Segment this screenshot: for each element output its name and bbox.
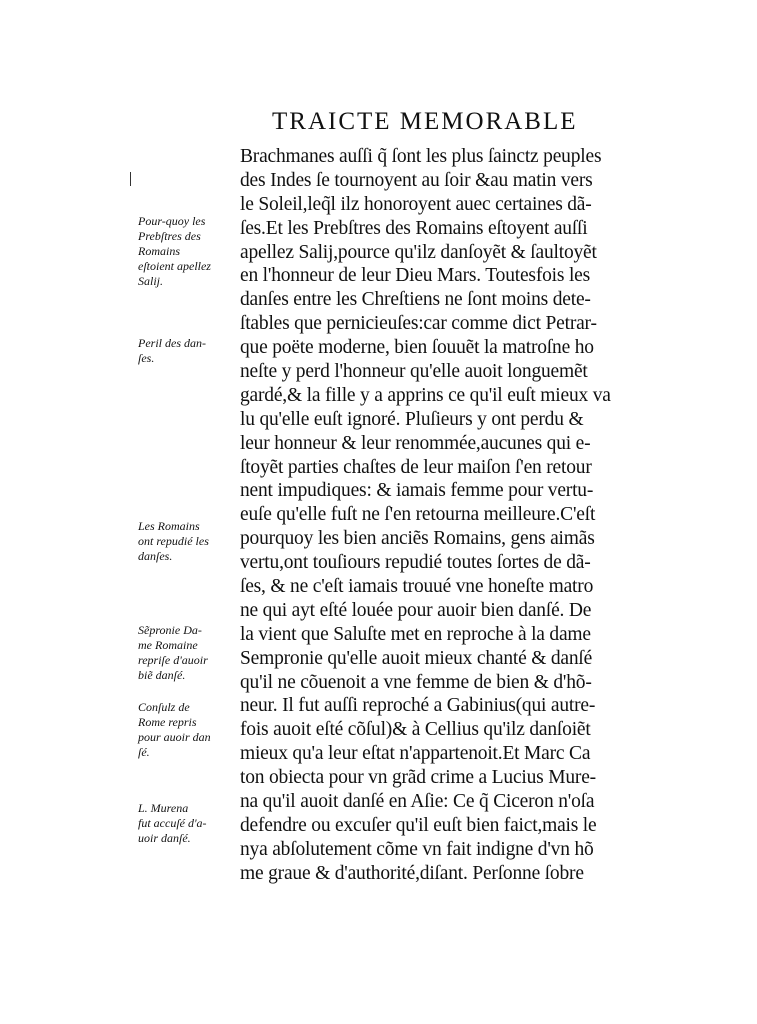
- text-line: ſes.Et les Prebſtres des Romains eſtoyent auſſi: [240, 217, 588, 239]
- margin-note-line: uoir danſé.: [138, 831, 191, 845]
- text-line: neur. Il fut auſſi reproché a Gabinius(qui autre-: [240, 695, 596, 717]
- margin-note-line: Salij.: [138, 274, 164, 288]
- text-line: qu'il ne cõuenoit a vne femme de bien & d'hõ-: [240, 671, 592, 693]
- text-line: mieux qu'a leur eſtat n'appartenoit.Et Marc Ca: [240, 743, 591, 765]
- margin-note-line: biẽ danſé.: [138, 668, 186, 682]
- margin-note-salii: [138, 214, 238, 289]
- text-line: leur honneur & leur renommée,aucunes qui e-: [240, 432, 591, 454]
- text-line: ſes, & ne c'eſt iamais trouué vne honeſte matro: [240, 576, 594, 598]
- text-line: fois auoit eſté cõſul)& à Cellius qu'ilz danſoiẽt: [240, 719, 591, 741]
- text-line: me graue & d'authorité,diſant. Perſonne ſobre: [240, 862, 584, 884]
- margin-note-line: fut accuſé d'a-: [138, 816, 207, 830]
- text-line: en l'honneur de leur Dieu Mars. Toutesfois les: [240, 265, 591, 287]
- text-line: ſtoyẽt parties chaſtes de leur maiſon ſ'en retour: [240, 456, 592, 478]
- margin-note-line: Rome repris: [138, 715, 197, 729]
- text-line: ton obiecta pour vn grãd crime a Lucius Mure-: [240, 767, 596, 789]
- margin-note-line: Prebſtres des: [138, 229, 201, 243]
- text-line: danſes entre les Chreſtiens ne ſont moins dete-: [240, 289, 591, 311]
- text-line: Brachmanes auſſi q̃ ſont les plus ſainctz peuples: [240, 146, 602, 167]
- text-line: Sempronie qu'elle auoit mieux chanté & danſé: [240, 647, 593, 669]
- margin-note-line: L. Murena: [138, 801, 189, 815]
- running-title: TRAICTE MEMORABLE: [272, 108, 578, 135]
- text-line: euſe qu'elle fuſt ne ſ'en retourna meilleure.C'eſt: [240, 504, 596, 526]
- margin-note-line: eſtoient apellez: [138, 259, 211, 273]
- text-line: nent impudiques: & iamais femme pour vertu-: [240, 480, 594, 502]
- margin-note-line: Pour-quoy les: [138, 214, 206, 228]
- margin-note-line: Sẽpronie Da-: [138, 623, 202, 637]
- margin-note-line: Les Romains: [138, 519, 200, 533]
- margin-note-line: Romains: [138, 244, 180, 258]
- text-line: nya abſolutement cõme vn fait indigne d'vn hõ: [240, 838, 594, 860]
- margin-note-line: ſes.: [138, 351, 155, 365]
- margin-note-murena: [138, 801, 238, 846]
- text-line: lu qu'elle euſt ignoré. Pluſieurs y ont perdu &: [240, 408, 584, 430]
- text-line: vertu,ont touſiours repudié toutes ſortes de dã-: [240, 552, 591, 574]
- margin-note-sempronie: [138, 623, 238, 683]
- text-line: la vient que Saluſte met en reproche à la dame: [240, 623, 591, 645]
- text-line: des Indes ſe tournoyent au ſoir &au matin vers: [240, 169, 593, 191]
- margin-note-line: danſes.: [138, 549, 173, 563]
- margin-note-peril: [138, 336, 238, 366]
- text-line: apellez Salij,pource qu'ilz danſoyẽt & ſaultoyẽt: [240, 241, 597, 263]
- text-line: ne qui ayt eſté louée pour auoir bien danſé. De: [240, 599, 592, 621]
- margin-note-romains: [138, 519, 238, 564]
- body-text: [240, 145, 640, 886]
- margin-note-line: ont repudié les: [138, 534, 209, 548]
- margin-note-line: pour auoir dan: [138, 730, 211, 744]
- text-line: pourquoy les bien anciẽs Romains, gens aimãs: [240, 528, 595, 550]
- text-line: gardé,& la fille y a apprins ce qu'il euſt mieux va: [240, 384, 611, 406]
- text-line: neſte y perd l'honneur qu'elle auoit longuemẽt: [240, 361, 588, 383]
- margin-note-line: ſé.: [138, 745, 150, 759]
- margin-note-line: Conſulz de: [138, 700, 190, 714]
- margin-mark: [130, 172, 131, 186]
- text-line: que poëte moderne, bien ſouuẽt la matroſne ho: [240, 337, 594, 359]
- margin-note-consulz: [138, 700, 238, 760]
- margin-note-line: me Romaine: [138, 638, 198, 652]
- text-line: le Soleil,leq̃l ilz honoroyent auec certaines dã-: [240, 193, 592, 215]
- text-line: na qu'il auoit danſé en Aſie: Ce q̃ Ciceron n'oſa: [240, 791, 595, 813]
- margin-note-line: repriſe d'auoir: [138, 653, 208, 667]
- text-line: defendre ou excuſer qu'il euſt bien faict,mais le: [240, 814, 597, 836]
- text-line: ſtables que pernicieuſes:car comme dict Petrar-: [240, 313, 597, 335]
- margin-note-line: Peril des dan-: [138, 336, 206, 350]
